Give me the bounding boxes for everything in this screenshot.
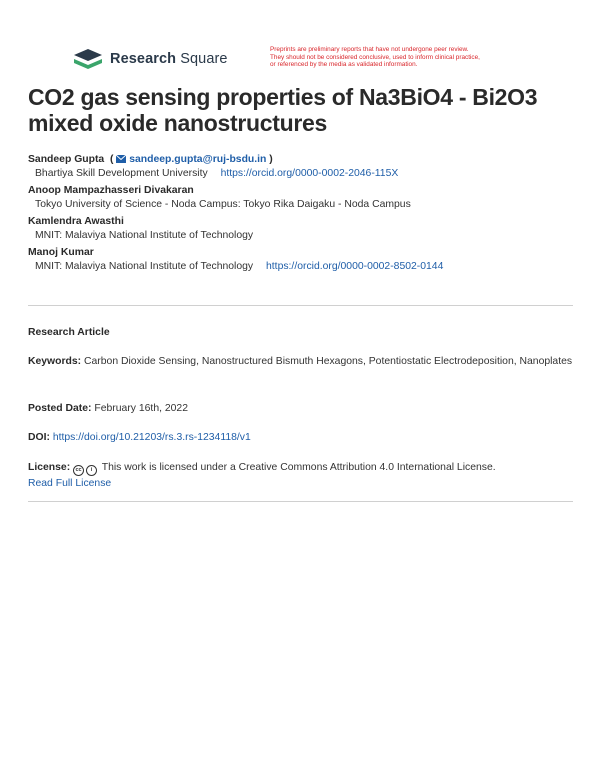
license <box>28 460 578 491</box>
read-full-license-link[interactable]: Read Full License <box>28 478 112 489</box>
paper-title-line: mixed oxide nanostructures <box>28 110 327 136</box>
author-name: Manoj Kumar <box>28 247 94 258</box>
author-affiliation: Bhartiya Skill Development University <box>35 168 208 179</box>
author-affiliation: Tokyo University of Science - Noda Campus: Tokyo Rika Daigaku - Noda Campus <box>35 199 411 210</box>
author-name: Sandeep Gupta <box>28 154 105 165</box>
posted-date-label: Posted Date: <box>28 403 92 414</box>
author-affiliation: MNIT: Malaviya National Institute of Technology <box>35 261 254 272</box>
preprint-notice-line: or referenced by the media as validated information. <box>270 61 418 69</box>
author-affiliation-row <box>28 260 578 274</box>
logo-wordmark <box>110 51 228 67</box>
author-entry <box>28 184 578 212</box>
doi-link[interactable]: https://doi.org/10.21203/rs.3.rs-1234118/v1 <box>52 432 251 443</box>
section-divider <box>28 305 573 306</box>
posted-date-value: February 16th, 2022 <box>94 403 188 414</box>
author-email-wrapper <box>107 154 273 165</box>
logo-word-research: Research <box>110 51 177 67</box>
article-type <box>28 325 578 340</box>
article-type-label: Research Article <box>28 327 110 338</box>
preprint-notice-line: They should not be considered conclusive, used to inform clinical practice, <box>270 53 480 61</box>
posted-date <box>28 401 578 416</box>
author-entry <box>28 153 578 181</box>
research-square-logo-icon <box>74 49 102 69</box>
keywords <box>28 354 578 369</box>
author-name: Anoop Mampazhasseri Divakaran <box>28 185 194 196</box>
license-text: This work is licensed under a Creative Commons Attribution 4.0 International License. <box>101 462 496 473</box>
author-entry <box>28 215 578 243</box>
doi <box>28 430 578 445</box>
keywords-value: Carbon Dioxide Sensing, Nanostructured Bismuth Hexagons, Potentiostatic Electrodeposition, Nanoplates <box>84 356 573 367</box>
doi-label: DOI: <box>28 432 50 443</box>
license-label: License: <box>28 462 71 473</box>
envelope-icon <box>116 155 126 163</box>
paper-title <box>28 84 578 136</box>
attribution-icon: i <box>86 465 97 476</box>
author-name: Kamlendra Awasthi <box>28 216 124 227</box>
section-divider <box>28 501 573 502</box>
preprint-notice <box>270 46 570 69</box>
research-square-logo[interactable] <box>74 49 228 69</box>
logo-word-square: Square <box>180 51 228 67</box>
author-list <box>28 153 578 277</box>
author-affiliation: MNIT: Malaviya National Institute of Technology <box>35 230 254 241</box>
paper-title-line: CO2 gas sensing properties of Na3BiO4 - Bi2O3 <box>28 84 538 110</box>
preprint-notice-line: Preprints are preliminary reports that have not undergone peer review. <box>270 46 469 53</box>
author-affiliation-row <box>28 167 578 181</box>
author-entry <box>28 246 578 274</box>
email-open-paren: ( <box>110 154 114 165</box>
author-name-row <box>28 153 578 167</box>
email-close-paren: ) <box>269 154 273 165</box>
author-orcid-link[interactable]: https://orcid.org/0000-0002-8502-0144 <box>266 261 444 272</box>
author-orcid-link[interactable]: https://orcid.org/0000-0002-2046-115X <box>220 168 399 179</box>
keywords-label: Keywords: <box>28 356 82 367</box>
author-email-link[interactable]: sandeep.gupta@ruj-bsdu.in <box>129 154 267 165</box>
creative-commons-icon: cc <box>73 465 84 476</box>
